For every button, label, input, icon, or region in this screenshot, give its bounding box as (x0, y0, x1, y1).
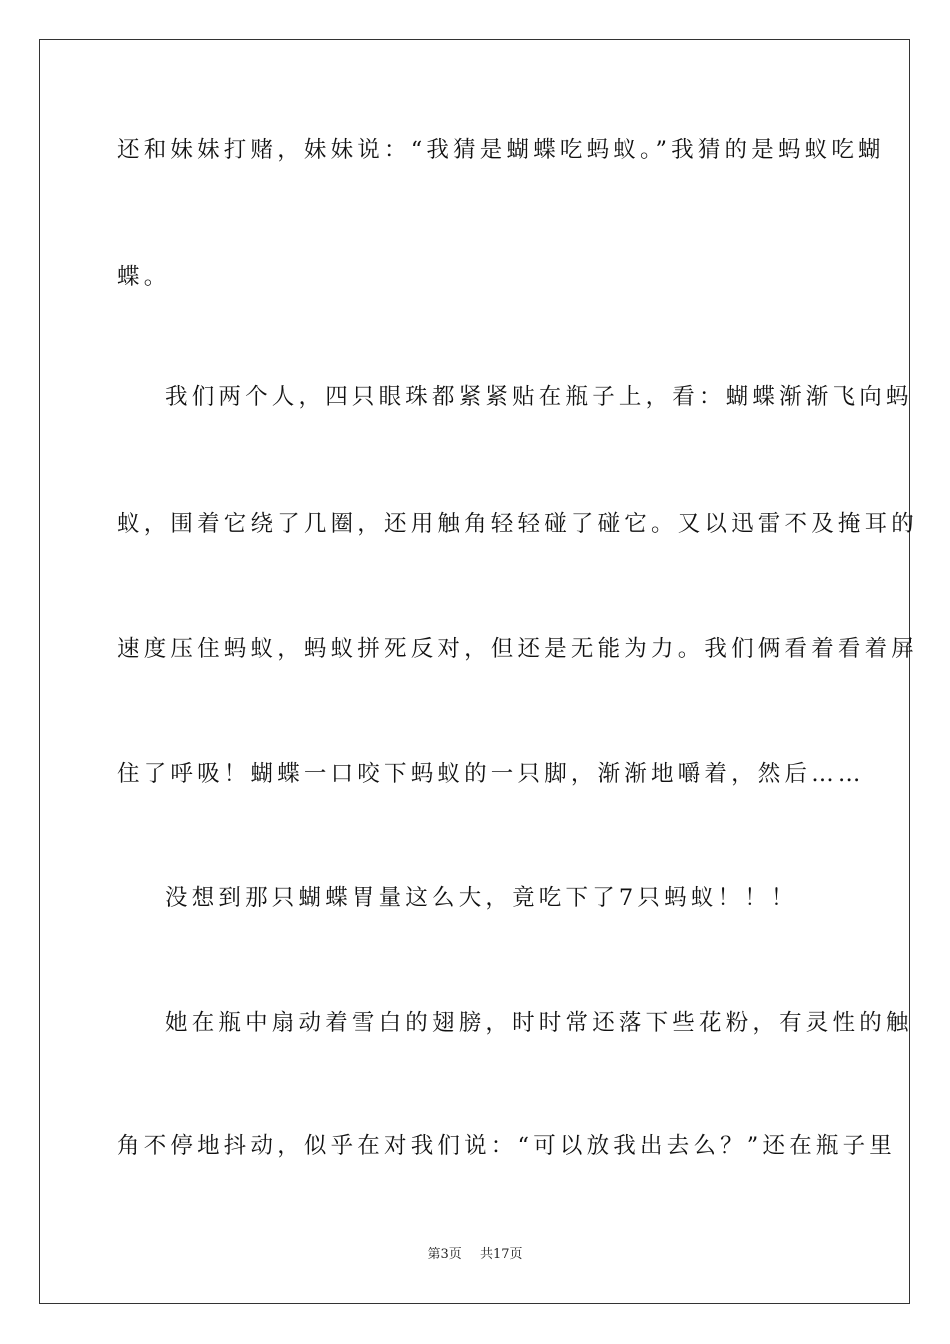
paragraph-start: 她在瓶中扇动着雪白的翅膀，时时常还落下些花粉，有灵性的触 (165, 1010, 913, 1036)
text-line: 角不停地抖动，似乎在对我们说：“可以放我出去么？”还在瓶子里 (117, 1133, 897, 1159)
paragraph-start: 我们两个人，四只眼珠都紧紧贴在瓶子上，看：蝴蝶渐渐飞向蚂 (165, 384, 913, 410)
text-line: 住了呼吸！蝴蝶一口咬下蚂蚁的一只脚，渐渐地嚼着，然后…… (117, 761, 865, 787)
page-number: 第3页 (427, 1247, 462, 1262)
page-border (39, 39, 919, 1304)
paragraph-start: 没想到那只蝴蝶胃量这么大，竟吃下了7只蚂蚁！！！ (165, 885, 798, 911)
page-footer (0, 1246, 950, 1264)
text-line: 蝶。 (117, 264, 171, 290)
text-line: 蚁，围着它绕了几圈，还用触角轻轻碰了碰它。又以迅雷不及掩耳的 (117, 511, 919, 537)
total-pages: 共17页 (479, 1247, 523, 1262)
text-line: 还和妹妹打赌，妹妹说：“我猜是蝴蝶吃蚂蚁。”我猜的是蚂蚁吃蝴 (117, 137, 885, 163)
text-line: 速度压住蚂蚁，蚂蚁拼死反对，但还是无能为力。我们俩看着看着屏 (117, 636, 919, 662)
